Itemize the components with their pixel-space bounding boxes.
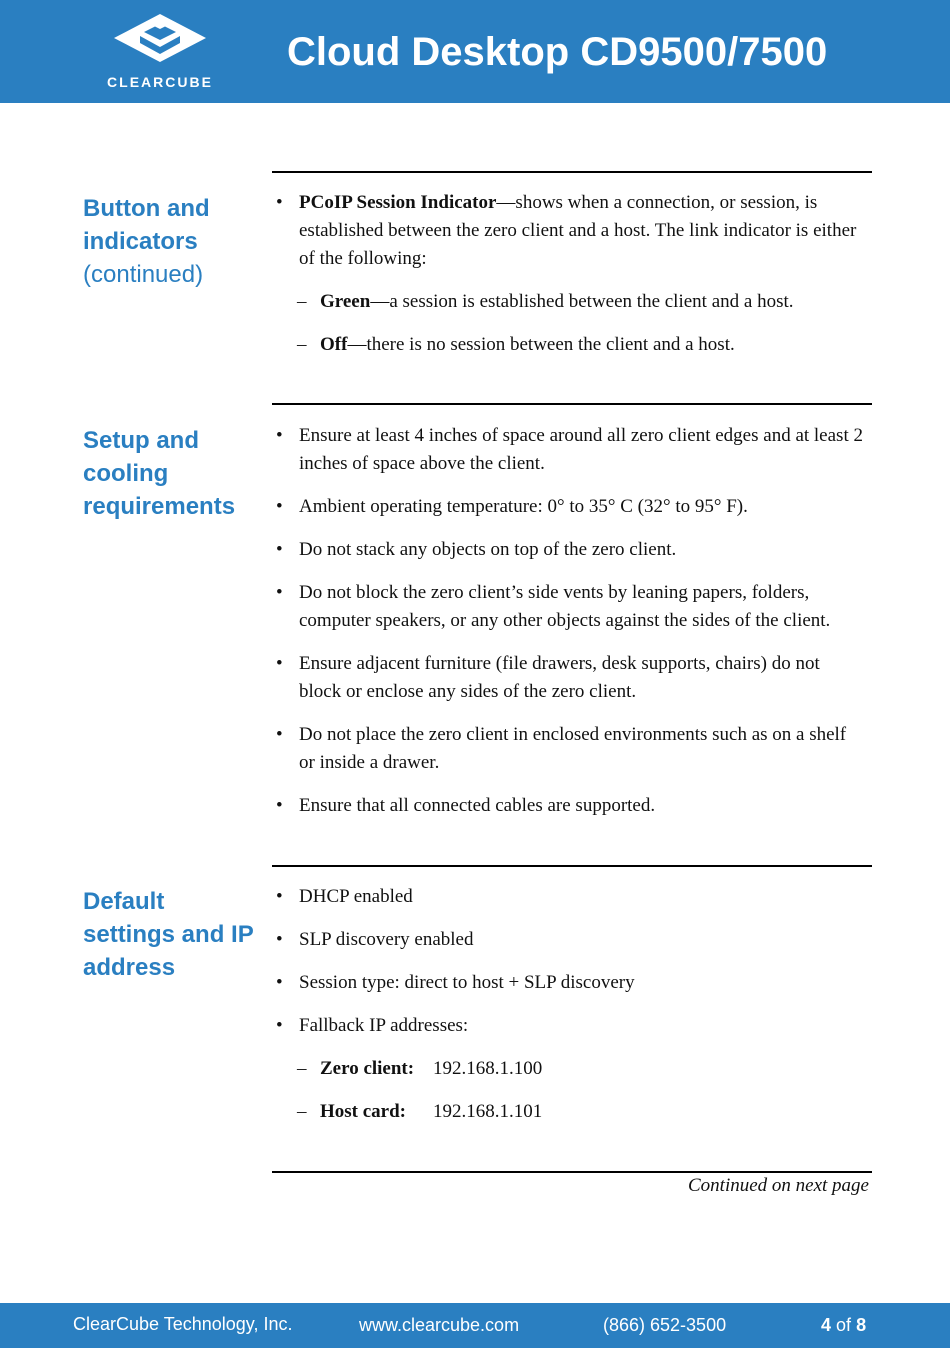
section-title-line: indicators	[83, 228, 198, 255]
list-item: • Do not block the zero client’s side vents by leaning papers, folders, computer speakers, or any other objects against the sides of the client.	[276, 579, 866, 635]
page-number	[821, 1315, 866, 1336]
footer-phone: (866) 652-3500	[603, 1315, 727, 1335]
list-item: • Fallback IP addresses:	[276, 1012, 866, 1040]
section-title-buttons	[83, 192, 263, 291]
list-item: • Ensure that all connected cables are supported.	[276, 792, 866, 820]
section-title-setup	[83, 424, 263, 523]
sub-list-item	[276, 288, 866, 316]
ip-value: 192.168.1.101	[433, 1101, 543, 1122]
section-title-line: Setup and	[83, 427, 200, 454]
description: —there is no session between the client and a host.	[347, 334, 735, 355]
list-item	[276, 189, 866, 273]
section-divider	[272, 171, 872, 173]
footer-website: www.clearcube.com	[359, 1315, 520, 1335]
clearcube-logo	[80, 12, 240, 92]
list-item: • Ensure at least 4 inches of space around all zero client edges and at least 2 inches of space above the client.	[276, 422, 866, 478]
page-total: 8	[856, 1315, 867, 1335]
sub-list-item	[276, 1098, 866, 1126]
list-item: • Ambient operating temperature: 0° to 35° C (32° to 95° F).	[276, 493, 866, 521]
description: —a session is established between the client and a host.	[370, 291, 794, 312]
list-item: • Session type: direct to host + SLP discovery	[276, 969, 866, 997]
section-title-line: Button and	[83, 195, 210, 222]
setup-list	[276, 422, 866, 820]
term: PCoIP Session Indicator	[299, 192, 497, 213]
ip-value: 192.168.1.100	[433, 1058, 543, 1079]
list-item: • Ensure adjacent furniture (file drawers, desk supports, chairs) do not block or enclose any sides of the zero client.	[276, 650, 866, 706]
section-title-line: settings and IP	[83, 921, 254, 948]
footer-company: ClearCube Technology, Inc.	[73, 1314, 293, 1334]
logo-wordmark: CLEARCUBE	[107, 74, 213, 90]
defaults-list	[276, 883, 866, 1126]
term: Off	[320, 334, 348, 355]
term: Green	[320, 291, 371, 312]
description: —shows when a connection, or session, is established between the zero client and a host. The link indicator is either of the following:	[299, 192, 857, 269]
section-title-continued: (continued)	[83, 261, 204, 288]
page-footer	[0, 1303, 950, 1348]
ip-label: Zero client:	[320, 1058, 415, 1079]
list-item: • SLP discovery enabled	[276, 926, 866, 954]
section-title-defaults	[83, 885, 263, 984]
page-current: 4	[821, 1315, 832, 1335]
list-item: • DHCP enabled	[276, 883, 866, 911]
buttons-list	[276, 189, 866, 359]
section-title-line: Default	[83, 888, 165, 915]
document-title: Cloud Desktop CD9500/7500	[287, 30, 828, 74]
section-title-line: cooling	[83, 460, 169, 487]
continued-note: Continued on next page	[688, 1175, 869, 1196]
page-header	[0, 0, 950, 103]
section-divider	[272, 865, 872, 867]
sub-list-item	[276, 331, 866, 359]
sub-list-item	[276, 1055, 866, 1083]
section-divider	[272, 1171, 872, 1173]
list-item: • Do not place the zero client in enclosed environments such as on a shelf or inside a drawer.	[276, 721, 866, 777]
section-divider	[272, 403, 872, 405]
list-item: • Do not stack any objects on top of the zero client.	[276, 536, 866, 564]
ip-label: Host card:	[320, 1101, 407, 1122]
page-of: of	[836, 1315, 852, 1335]
cube-logo-icon	[110, 12, 210, 72]
section-title-line: address	[83, 954, 176, 981]
section-title-line: requirements	[83, 493, 236, 520]
